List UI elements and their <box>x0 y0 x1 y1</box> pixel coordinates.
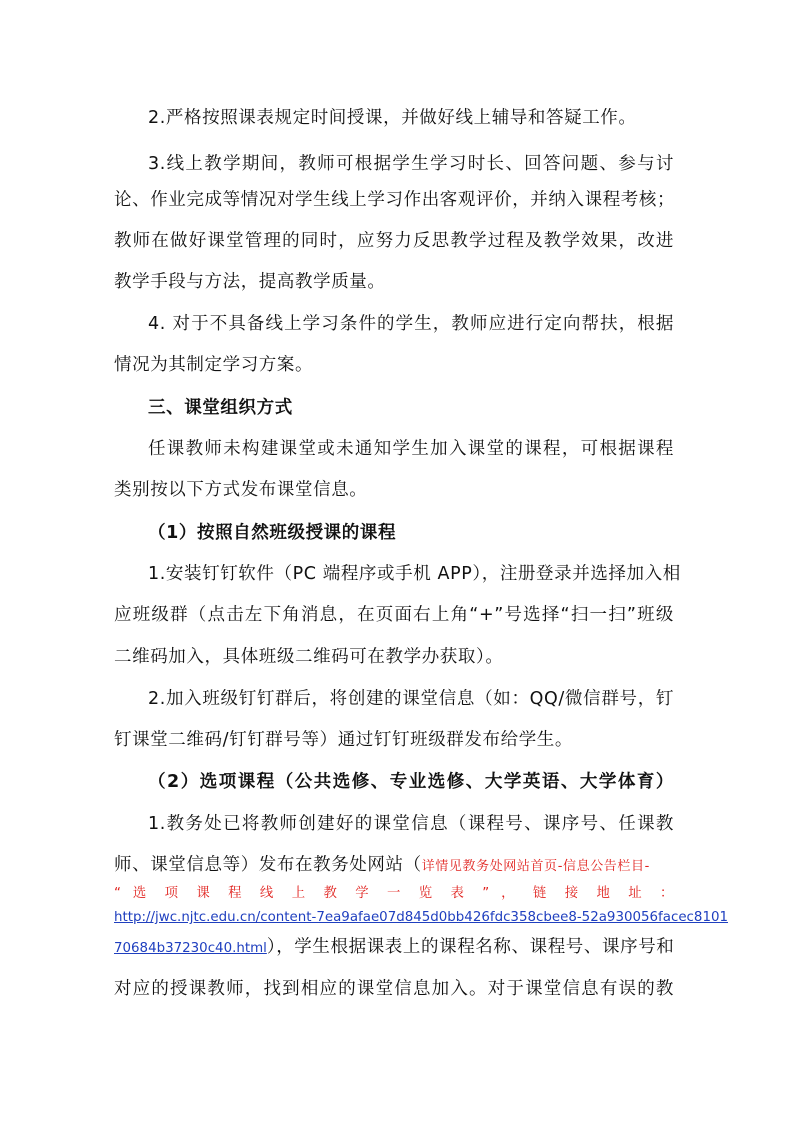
step-2-line-1: 2.加入班级钉钉群后，将创建的课堂信息（如：QQ/微信群号，钉 <box>148 689 674 709</box>
item-1-line-2-text: 师、课堂信息等）发布在教务处网站（ <box>114 855 422 875</box>
red-note-text: 详情见教务处网站首页-信息公告栏目- <box>421 859 650 874</box>
red-note-line-2: “ 选 项 课 程 线 上 教 学 一 览 表 ” ， 链 接 地 址 ： <box>114 886 674 901</box>
paragraph-3-line-3: 教师在做好课堂管理的同时，应努力反思教学过程及教学效果，改进 <box>114 231 674 251</box>
website-link-line-2[interactable]: 70684b37230c40.html <box>114 941 267 956</box>
step-1-line-2: 应班级群（点击左下角消息，在页面右上角“+”号选择“扫一扫”班级 <box>114 605 674 625</box>
item-1-line-6: 对应的授课教师，找到相应的课堂信息加入。对于课堂信息有误的教 <box>114 979 674 999</box>
section-heading-3: 三、课堂组织方式 <box>148 398 293 418</box>
paragraph-4-line-1: 4. 对于不具备线上学习条件的学生，教师应进行定向帮扶，根据 <box>148 314 674 334</box>
step-2-line-2: 钉课堂二维码/钉钉群号等）通过钉钉班级群发布给学生。 <box>114 730 573 750</box>
paragraph-2-line-1: 2.严格按照课表规定时间授课，并做好线上辅导和答疑工作。 <box>148 108 637 128</box>
item-1-line-2 <box>114 853 674 879</box>
paragraph-5-line-2: 类别按以下方式发布课堂信息。 <box>114 480 368 500</box>
step-1-line-1: 1.安装钉钉软件（PC 端程序或手机 APP），注册登录并选择加入相 <box>148 564 681 584</box>
website-link-line-1[interactable]: http://jwc.njtc.edu.cn/content-7ea9afae07d845d0bb426fdc358cbee8-52a930056facec8101 <box>114 910 729 925</box>
item-1-line-5 <box>114 935 674 961</box>
paragraph-3-line-4: 教学手段与方法，提高教学质量。 <box>114 272 386 292</box>
paragraph-5-line-1: 任课教师未构建课堂或未通知学生加入课堂的课程，可根据课程 <box>148 439 674 459</box>
step-1-line-3: 二维码加入，具体班级二维码可在教学办获取）。 <box>114 647 504 667</box>
paragraph-3-line-1: 3.线上教学期间，教师可根据学生学习时长、回答问题、参与讨 <box>148 154 674 174</box>
paragraph-4-line-2: 情况为其制定学习方案。 <box>114 355 314 375</box>
item-1-line-5-text: ），学生根据课表上的课程名称、课程号、课序号和 <box>266 937 675 957</box>
subheading-1: （1）按照自然班级授课的课程 <box>148 523 397 543</box>
item-1-line-1: 1.教务处已将教师创建好的课堂信息（课程号、课序号、任课教 <box>148 814 674 834</box>
subheading-2: （2）选项课程（公共选修、专业选修、大学英语、大学体育） <box>148 772 674 792</box>
paragraph-3-line-2: 论、作业完成等情况对学生线上学习作出客观评价，并纳入课程考核； <box>114 190 676 210</box>
